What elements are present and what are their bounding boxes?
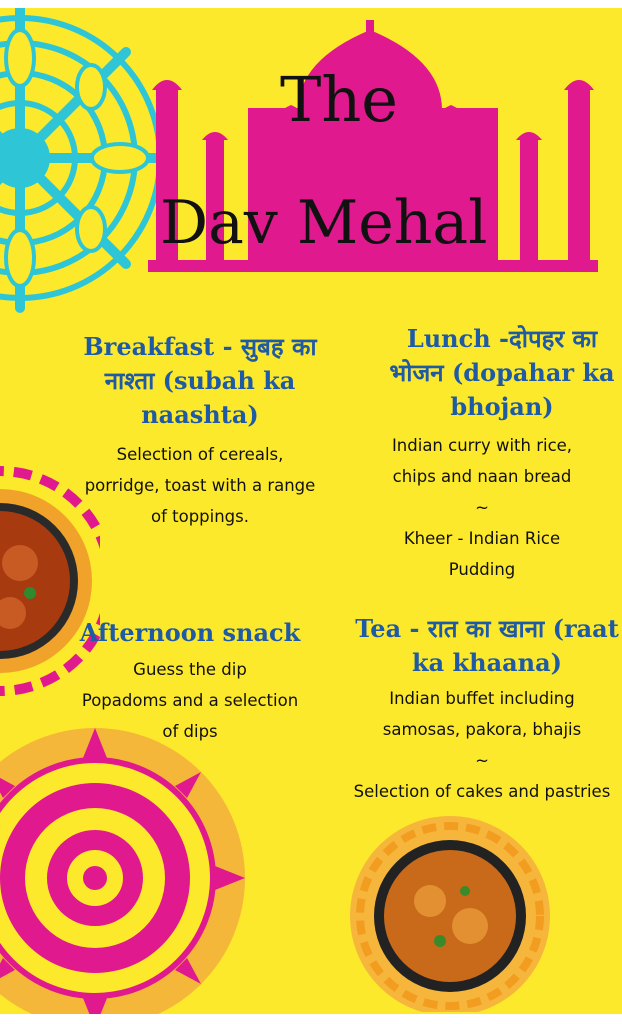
lunch-heading: Lunch -दोपहर का भोजन (dopahar ka bhojan)	[389, 324, 615, 421]
breakfast-heading: Breakfast - सुबह का नाश्ता (subah ka naashta)	[83, 332, 317, 429]
title-line-1: The	[280, 63, 398, 136]
lunch-description: Indian curry with rice, chips and naan bread ~ Kheer - Indian Rice Pudding	[391, 436, 573, 579]
food-bowl-image	[330, 806, 570, 1012]
title-line-2: Dav Mehal	[160, 188, 488, 258]
breakfast-description: Selection of cereals, porridge, toast with a range of toppings.	[84, 445, 316, 526]
afternoon-heading: Afternoon snack	[79, 618, 301, 647]
magenta-mandala-icon	[0, 728, 260, 1014]
menu-poster	[0, 8, 622, 1014]
tea-heading: Tea - रात का खाना (raat ka khaana)	[355, 614, 619, 677]
afternoon-description: Guess the dip Popadoms and a selection of dips	[81, 660, 299, 741]
cyan-mandala-icon	[0, 8, 170, 318]
tea-description: Indian buffet including samosas, pakora, bhajis ~ Selection of cakes and pastries	[353, 689, 611, 801]
